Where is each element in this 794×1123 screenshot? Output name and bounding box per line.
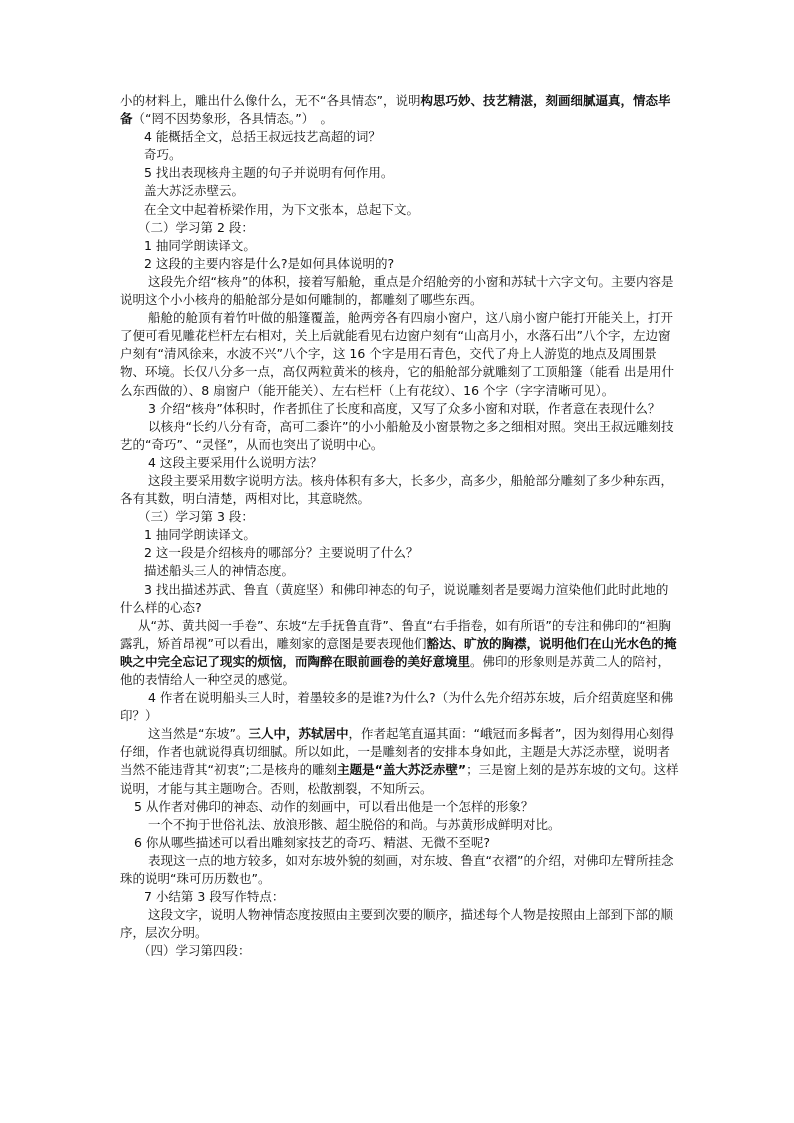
question-5c <box>120 798 680 816</box>
emphasis-text: 三人中，苏轼居中 <box>248 726 349 742</box>
body-text: （“罔不因势象形，各具情态。”） 。 <box>132 111 333 127</box>
paragraph-cabin <box>120 309 680 399</box>
document-page <box>120 92 680 961</box>
body-text: 奇巧。 <box>144 147 182 163</box>
body-text: 以核舟“长约八分有奇，高可二黍许”的小小船舱及小窗景物之多之细相对照。突出王叔远雕刻技艺的“奇巧”、“灵怪”，从而也突出了说明中心。 <box>120 418 674 452</box>
body-text: 这段文字，说明人物神情态度按照由主要到次要的顺序，描述每个人物是按照由上部到下部的顺序，层次分明。 <box>120 907 674 941</box>
section-heading-3 <box>120 508 680 526</box>
question-6c <box>120 834 680 852</box>
question-2b <box>120 544 680 562</box>
emphasis-text: 构思巧妙、技艺精湛，刻画细腻逼真，情态毕备 <box>120 93 671 127</box>
body-text: 4 这段主要采用什么说明方法？ <box>148 454 323 470</box>
body-text: 4 作者在说明船头三人时，着墨较多的是谁?为什么?（为什么先介绍苏东坡，后介绍黄庭坚和佛印？） <box>120 690 674 724</box>
answer-2b <box>120 562 680 580</box>
question-4 <box>120 128 680 146</box>
section-heading-4 <box>120 942 680 960</box>
body-text: 4 能概括全文，总括王叔远技艺高超的词？ <box>144 129 381 145</box>
body-text: 从“苏、黄共阅一手卷”、东坡“左手抚鲁直背”、鲁直“右手指卷，如有所语”的专注和佛印的“袒胸露乳，矫首昂视”可以看出，雕刻家的意图是要表现他们 <box>120 617 671 651</box>
body-text: 3 找出描述苏武、鲁直（黄庭坚）和佛印神态的句子，说说雕刻者是要竭力渲染他们此时此地的什么样的心态? <box>120 581 669 615</box>
body-text: 。佛印的形象则是苏黄二人的陪衬，他的表情给人一种空灵的感觉。 <box>120 653 671 687</box>
body-text: 5 从作者对佛印的神态、动作的刻画中，可以看出他是一个怎样的形象？ <box>134 798 534 814</box>
body-text: 7 小结第 3 段写作特点： <box>144 889 285 905</box>
answer-7c <box>120 906 680 942</box>
body-text: ；三是窗上刻的是苏东坡的文句。这样说明，才能与其主题吻合。否则，松散割裂，不知所云。 <box>120 762 679 796</box>
paragraph-continuation <box>120 92 680 128</box>
emphasis-text: 主题是“盖大苏泛赤壁” <box>337 762 467 778</box>
question-3b <box>120 581 680 617</box>
answer-5-quote <box>120 182 680 200</box>
body-text: 5 找出表现核舟主题的句子并说明有何作用。 <box>144 165 394 181</box>
body-text: 表现这一点的地方较多，如对东坡外貌的刻画，对东坡、鲁直“衣褶”的介绍，对佛印左臂所挂念珠的说明“珠可历历数也”。 <box>120 852 674 887</box>
body-text: 2 这段的主要内容是什么?是如何具体说明的? <box>144 255 395 271</box>
question-4c <box>120 689 680 725</box>
body-text: （二）学习第 2 段： <box>138 219 254 235</box>
body-text: （四）学习第四段： <box>138 943 251 959</box>
body-text: 在全文中起着桥梁作用，为下文张本，总起下文。 <box>144 201 420 217</box>
body-text: 这段先介绍“核舟”的体积，接着写船舱，重点是介绍舱旁的小窗和苏轼十六字文句。主要内容是说明这个小小核舟的船舱部分是如何雕制的，都雕刻了哪些东西。 <box>120 273 674 308</box>
body-text: 这当然是“东坡”。 <box>148 726 249 742</box>
answer-3b <box>120 617 680 689</box>
body-text: 2 这一段是介绍核舟的哪部分？主要说明了什么？ <box>144 545 419 561</box>
body-text: 3 介绍“核舟”体积时，作者抓住了长度和高度，又写了众多小窗和对联，作者意在表现什么？ <box>148 400 661 416</box>
body-text: 一个不拘于世俗礼法、放浪形骸、超尘脱俗的和尚。与苏黄形成鲜明对比。 <box>148 816 561 832</box>
answer-3 <box>120 418 680 454</box>
step-1 <box>120 237 680 255</box>
answer-5c <box>120 816 680 834</box>
question-3 <box>120 400 680 418</box>
body-text: ，作者起笔直逼其面：“峨冠而多髯者”，因为刻得用心刻得仔细，作者也就说得真切细腻。所以如此，一是雕刻者的安排本身如此，主题是大苏泛赤壁，说明者当然不能违背其“初衷”;二是核舟的雕刻 <box>120 726 674 778</box>
body-text: 6 你从哪些描述可以看出雕刻家技艺的奇巧、精湛、无微不至呢? <box>134 834 491 850</box>
answer-6c <box>120 852 680 888</box>
answer-2 <box>120 273 680 309</box>
answer-4 <box>120 146 680 164</box>
answer-4b <box>120 472 680 508</box>
body-text: 船舱的舱顶有着竹叶做的船篷覆盖，舱两旁各有四扇小窗户，这八扇小窗户能打开能关上，打开了便可看见雕花栏杆左右相对，关上后就能看见右边窗户刻有“山高月小，水落石出”八个字，左边窗户刻有“清风徐来，水波不兴”八个字，这 16 个字是用石青色，交代了舟上人游览的地点及周围景物、环境。长仅八分多一点，高仅两粒黄米的核舟，它的船舱部分就雕刻了工顶船篷（能看 出是用什么东西做的）、8 扇窗户（能开能关）、左右栏杆（上有花纹）、16 个字（字字清晰可见）。 <box>120 310 674 398</box>
answer-5-explanation <box>120 201 680 219</box>
emphasis-text: 豁达、旷放的胸襟，说明他们在山光水色的掩映之中完全忘记了现实的烦恼，而陶醉在眼前画卷的美好意境里 <box>120 635 677 669</box>
body-text: （三）学习第 3 段： <box>138 509 254 525</box>
body-text: 这段主要采用数字说明方法。核舟体积有多大，长多少，高多少，船舱部分雕刻了多少种东西，各有其数，明白清楚，两相对比，其意晓然。 <box>120 472 674 507</box>
body-text: 描述船头三人的神情态度。 <box>144 563 295 579</box>
question-4b <box>120 454 680 472</box>
body-text: 盖大苏泛赤壁云。 <box>144 183 245 199</box>
body-text: 小的材料上，雕出什么像什么，无不“各具情态”，说明 <box>120 93 421 108</box>
section-heading-2 <box>120 219 680 237</box>
step-1b <box>120 526 680 544</box>
body-text: 1 抽同学朗读译文。 <box>144 527 256 543</box>
question-2 <box>120 255 680 273</box>
body-text: 1 抽同学朗读译文。 <box>144 237 256 253</box>
question-5 <box>120 164 680 182</box>
answer-4c <box>120 725 680 797</box>
question-7c <box>120 888 680 906</box>
